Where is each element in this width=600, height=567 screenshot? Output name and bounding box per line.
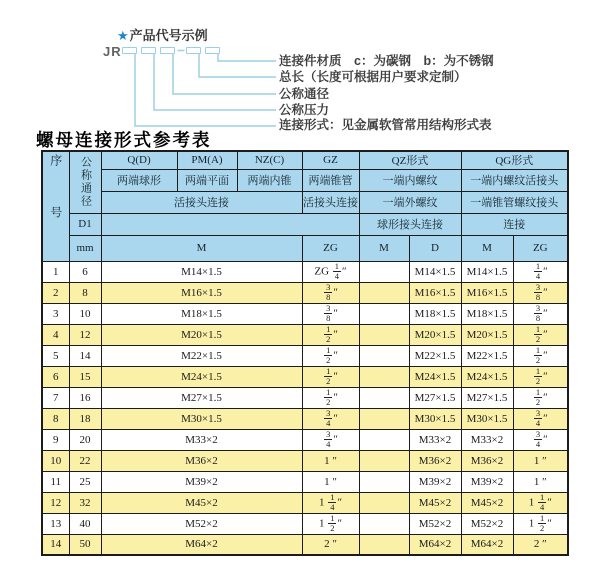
cell-gz-zg: $\frac{1}{2}$ ″ bbox=[302, 324, 359, 345]
table-row bbox=[42, 513, 568, 534]
cell-m-thread: M52×2 bbox=[101, 513, 302, 534]
cell-m-thread: M16×1.5 bbox=[101, 282, 302, 303]
table-row bbox=[42, 408, 568, 429]
table-title: 螺母连接形式参考表 bbox=[36, 130, 212, 150]
header-serial-no bbox=[42, 151, 69, 261]
cell-serial-no: 11 bbox=[42, 471, 69, 492]
table-row bbox=[42, 429, 568, 450]
cell-m-thread: M64×2 bbox=[101, 534, 302, 555]
header-pma: PM(A) bbox=[177, 151, 237, 169]
cell-qz-m bbox=[359, 303, 409, 324]
cell-m-thread: M22×1.5 bbox=[101, 345, 302, 366]
cell-serial-no: 6 bbox=[42, 366, 69, 387]
cell-gz-zg: 1 $\frac{1}{2}$ ″ bbox=[302, 513, 359, 534]
cell-gz-zg: $\frac{1}{2}$ ″ bbox=[302, 387, 359, 408]
cell-qz-d: M16×1.5 bbox=[409, 282, 461, 303]
table-row bbox=[42, 324, 568, 345]
cell-qg-m: M45×2 bbox=[461, 492, 513, 513]
header-row-4 bbox=[42, 213, 568, 235]
cell-serial-no: 1 bbox=[42, 261, 69, 282]
table-row bbox=[42, 492, 568, 513]
header-qg-m: M bbox=[461, 235, 513, 261]
cell-gz-zg: $\frac{3}{8}$ ″ bbox=[302, 303, 359, 324]
cell-nominal-diameter: 16 bbox=[69, 387, 101, 408]
header-row-2 bbox=[42, 169, 568, 191]
cell-nominal-diameter: 50 bbox=[69, 534, 101, 555]
code-label-length: 总长（长度可根据用户要求定制） bbox=[279, 70, 467, 84]
cell-qg-zg: $\frac{1}{2}$ ″ bbox=[513, 387, 568, 408]
cell-qz-d: M27×1.5 bbox=[409, 387, 461, 408]
cell-qz-d: M64×2 bbox=[409, 534, 461, 555]
cell-qz-m bbox=[359, 471, 409, 492]
cell-qg-zg: $\frac{3}{4}$ ″ bbox=[513, 408, 568, 429]
cell-qz-d: M33×2 bbox=[409, 429, 461, 450]
header-qg-desc: 一端内螺纹活接头 bbox=[461, 169, 568, 191]
cell-qz-d: M30×1.5 bbox=[409, 408, 461, 429]
cell-qg-zg: 1 ″ bbox=[513, 450, 568, 471]
header-gz-union-connection: 活接头连接 bbox=[302, 191, 359, 213]
cell-gz-zg: $\frac{3}{4}$ ″ bbox=[302, 408, 359, 429]
cell-serial-no: 9 bbox=[42, 429, 69, 450]
cell-nominal-diameter: 20 bbox=[69, 429, 101, 450]
cell-qz-m bbox=[359, 324, 409, 345]
table-row bbox=[42, 282, 568, 303]
header-pma-desc: 两端平面 bbox=[177, 169, 237, 191]
cell-qg-m: M24×1.5 bbox=[461, 366, 513, 387]
cell-serial-no: 8 bbox=[42, 408, 69, 429]
cell-nominal-diameter: 22 bbox=[69, 450, 101, 471]
cell-nominal-diameter: 8 bbox=[69, 282, 101, 303]
cell-m-thread: M14×1.5 bbox=[101, 261, 302, 282]
cell-qg-zg: $\frac{3}{4}$ ″ bbox=[513, 429, 568, 450]
cell-qg-m: M14×1.5 bbox=[461, 261, 513, 282]
header-qg-form: QG形式 bbox=[461, 151, 568, 169]
cell-nominal-diameter: 18 bbox=[69, 408, 101, 429]
cell-qg-zg: $\frac{1}{2}$ ″ bbox=[513, 345, 568, 366]
cell-qg-m: M33×2 bbox=[461, 429, 513, 450]
cell-serial-no: 5 bbox=[42, 345, 69, 366]
cell-m-thread: M27×1.5 bbox=[101, 387, 302, 408]
header-nzc-desc: 两端内锥 bbox=[237, 169, 302, 191]
nut-connection-reference-table bbox=[41, 150, 569, 556]
cell-gz-zg: $\frac{1}{2}$ ″ bbox=[302, 366, 359, 387]
code-prefix: JR bbox=[103, 44, 122, 59]
cell-serial-no: 3 bbox=[42, 303, 69, 324]
header-union-connection: 活接头连接 bbox=[101, 191, 302, 213]
header-gz-desc: 两端锥管 bbox=[302, 169, 359, 191]
cell-nominal-diameter: 6 bbox=[69, 261, 101, 282]
cell-nominal-diameter: 12 bbox=[69, 324, 101, 345]
cell-m-thread: M33×2 bbox=[101, 429, 302, 450]
cell-qg-zg: $\frac{3}{8}$ ″ bbox=[513, 282, 568, 303]
cell-nominal-diameter: 40 bbox=[69, 513, 101, 534]
cell-qz-d: M22×1.5 bbox=[409, 345, 461, 366]
cell-qg-zg: $\frac{1}{4}$ ″ bbox=[513, 261, 568, 282]
cell-qz-d: M20×1.5 bbox=[409, 324, 461, 345]
cell-qz-m bbox=[359, 261, 409, 282]
cell-qg-zg: 1 $\frac{1}{2}$ ″ bbox=[513, 513, 568, 534]
cell-qz-d: M39×2 bbox=[409, 471, 461, 492]
cell-gz-zg: $\frac{3}{8}$ ″ bbox=[302, 282, 359, 303]
header-zg-gz: ZG bbox=[302, 235, 359, 261]
cell-qg-zg: 2 ″ bbox=[513, 534, 568, 555]
cell-qg-zg: $\frac{1}{2}$ ″ bbox=[513, 324, 568, 345]
table-row bbox=[42, 261, 568, 282]
table-row bbox=[42, 345, 568, 366]
table-header bbox=[42, 151, 568, 261]
header-serial-no-label: 序号 bbox=[48, 154, 63, 259]
cell-serial-no: 7 bbox=[42, 387, 69, 408]
cell-qz-m bbox=[359, 387, 409, 408]
cell-qz-m bbox=[359, 513, 409, 534]
table-row bbox=[42, 303, 568, 324]
header-blank-cell bbox=[101, 213, 359, 235]
cell-qg-zg: 1 ″ bbox=[513, 471, 568, 492]
code-label-nominal-pressure: 公称压力 bbox=[279, 103, 330, 117]
cell-qg-m: M52×2 bbox=[461, 513, 513, 534]
cell-gz-zg: 1 ″ bbox=[302, 450, 359, 471]
header-d1: D1 bbox=[69, 213, 101, 235]
cell-gz-zg: 1 ″ bbox=[302, 471, 359, 492]
cell-nominal-diameter: 25 bbox=[69, 471, 101, 492]
cell-qz-d: M52×2 bbox=[409, 513, 461, 534]
cell-qg-m: M20×1.5 bbox=[461, 324, 513, 345]
cell-m-thread: M30×1.5 bbox=[101, 408, 302, 429]
cell-serial-no: 12 bbox=[42, 492, 69, 513]
cell-gz-zg: 1 $\frac{1}{4}$ ″ bbox=[302, 492, 359, 513]
cell-qz-d: M24×1.5 bbox=[409, 366, 461, 387]
cell-qg-m: M18×1.5 bbox=[461, 303, 513, 324]
cell-nominal-diameter: 14 bbox=[69, 345, 101, 366]
header-nominal-diameter bbox=[69, 151, 101, 213]
cell-nominal-diameter: 32 bbox=[69, 492, 101, 513]
cell-m-thread: M36×2 bbox=[101, 450, 302, 471]
table-row bbox=[42, 450, 568, 471]
cell-gz-zg: $\frac{1}{2}$ ″ bbox=[302, 345, 359, 366]
cell-serial-no: 14 bbox=[42, 534, 69, 555]
cell-qz-m bbox=[359, 492, 409, 513]
cell-qg-m: M16×1.5 bbox=[461, 282, 513, 303]
cell-qg-zg: 1 $\frac{1}{4}$ ″ bbox=[513, 492, 568, 513]
header-qz-m: M bbox=[359, 235, 409, 261]
header-nzc: NZ(C) bbox=[237, 151, 302, 169]
header-qg-zg: ZG bbox=[513, 235, 568, 261]
code-label-material: 连接件材质 c：为碳钢 b：为不锈钢 bbox=[279, 54, 494, 68]
header-qz-desc: 一端内螺纹 bbox=[359, 169, 461, 191]
cell-qg-zg: $\frac{3}{8}$ ″ bbox=[513, 303, 568, 324]
cell-serial-no: 2 bbox=[42, 282, 69, 303]
cell-qg-m: M36×2 bbox=[461, 450, 513, 471]
code-label-connection-form: 连接形式：见金属软管常用结构形式表 bbox=[279, 118, 492, 132]
cell-qz-d: M18×1.5 bbox=[409, 303, 461, 324]
table-body bbox=[42, 261, 568, 555]
table-row bbox=[42, 366, 568, 387]
table-row bbox=[42, 534, 568, 555]
table-row bbox=[42, 471, 568, 492]
header-qd: Q(D) bbox=[101, 151, 177, 169]
cell-qz-m bbox=[359, 282, 409, 303]
diagram-heading-text: 产品代号示例 bbox=[129, 28, 208, 43]
cell-qz-m bbox=[359, 534, 409, 555]
cell-qz-d: M36×2 bbox=[409, 450, 461, 471]
cell-qz-m bbox=[359, 345, 409, 366]
cell-qz-m bbox=[359, 429, 409, 450]
header-qg-taper-thread: 一端锥管螺纹接头 bbox=[461, 191, 568, 213]
cell-qz-m bbox=[359, 366, 409, 387]
cell-qg-zg: $\frac{1}{2}$ ″ bbox=[513, 366, 568, 387]
cell-serial-no: 4 bbox=[42, 324, 69, 345]
header-row-3 bbox=[42, 191, 568, 213]
cell-qz-d: M45×2 bbox=[409, 492, 461, 513]
code-label-nominal-diameter: 公称通径 bbox=[279, 87, 330, 101]
cell-m-thread: M39×2 bbox=[101, 471, 302, 492]
cell-m-thread: M20×1.5 bbox=[101, 324, 302, 345]
cell-m-thread: M24×1.5 bbox=[101, 366, 302, 387]
header-row-5 bbox=[42, 235, 568, 261]
cell-serial-no: 10 bbox=[42, 450, 69, 471]
header-mm: mm bbox=[69, 235, 101, 261]
cell-gz-zg: 2 ″ bbox=[302, 534, 359, 555]
cell-qz-d: M14×1.5 bbox=[409, 261, 461, 282]
header-qz-form: QZ形式 bbox=[359, 151, 461, 169]
header-ball-joint-connection: 球形接头连接 bbox=[359, 213, 461, 235]
header-connection: 连接 bbox=[461, 213, 568, 235]
header-gz: GZ bbox=[302, 151, 359, 169]
cell-gz-zg: ZG $\frac{1}{4}$ ″ bbox=[302, 261, 359, 282]
cell-qz-m bbox=[359, 408, 409, 429]
cell-qz-m bbox=[359, 450, 409, 471]
cell-nominal-diameter: 15 bbox=[69, 366, 101, 387]
header-nominal-diameter-label: 公称通径 bbox=[79, 156, 92, 209]
cell-serial-no: 13 bbox=[42, 513, 69, 534]
cell-qg-m: M39×2 bbox=[461, 471, 513, 492]
header-qd-desc: 两端球形 bbox=[101, 169, 177, 191]
cell-qg-m: M30×1.5 bbox=[461, 408, 513, 429]
header-qz-d: D bbox=[409, 235, 461, 261]
header-m-main: M bbox=[101, 235, 302, 261]
cell-nominal-diameter: 10 bbox=[69, 303, 101, 324]
cell-m-thread: M45×2 bbox=[101, 492, 302, 513]
table-row bbox=[42, 387, 568, 408]
cell-gz-zg: $\frac{3}{4}$ ″ bbox=[302, 429, 359, 450]
header-row-1 bbox=[42, 151, 568, 169]
cell-qg-m: M22×1.5 bbox=[461, 345, 513, 366]
star-icon: ★ bbox=[117, 28, 129, 43]
cell-qg-m: M64×2 bbox=[461, 534, 513, 555]
cell-m-thread: M18×1.5 bbox=[101, 303, 302, 324]
header-qz-external-thread: 一端外螺纹 bbox=[359, 191, 461, 213]
cell-qg-m: M27×1.5 bbox=[461, 387, 513, 408]
